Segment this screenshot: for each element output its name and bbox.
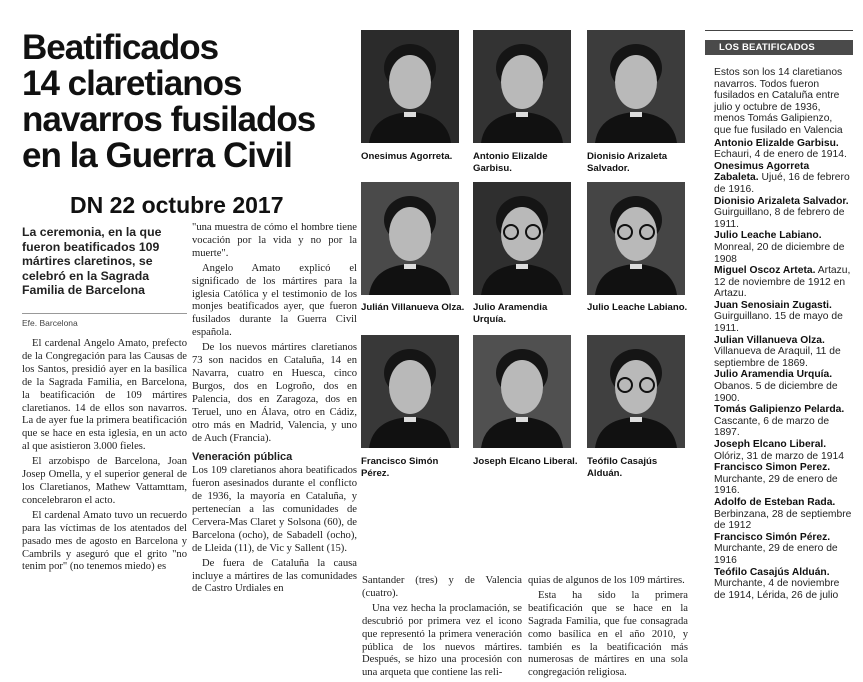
portrait-caption: Julio Aramendia Urquía. (473, 302, 548, 325)
entry-name: Francisco Simón Pérez. (714, 531, 831, 543)
portrait-caption: Joseph Elcano Liberal. (473, 456, 578, 467)
entry-name: Julio Aramendia Urquía. (714, 369, 833, 381)
entry-name: Miguel Oscoz Arteta. (714, 265, 816, 277)
paragraph: El arzobispo de Barcelona, Joan Josep Omella, y el superior general de los Claretianos, Mathew Vattamttam, concelebraron el acto. (22, 456, 187, 506)
entry-detail: Berbinzana, 28 de septiembre de 1912 (714, 508, 852, 532)
entry-name: Francisco Simon Perez. (714, 462, 831, 474)
sidebar-entry (714, 532, 852, 567)
sidebar-entry (714, 497, 852, 532)
entry-name: Julio Leache Labiano. (714, 230, 822, 242)
entry-name: Onesimus Agorreta Zabaleta. (714, 160, 810, 184)
entry-name: Adolfo de Esteban Rada. (714, 496, 836, 508)
sidebar-entries (714, 138, 852, 602)
entry-detail: Murchante, 4 de noviembre de 1914, Lérida, 26 de julio (714, 578, 840, 601)
sidebar-entry (714, 462, 852, 497)
headline (22, 30, 352, 174)
portrait-caption: Onesimus Agorreta. (361, 151, 453, 162)
sidebar-entry (714, 567, 852, 602)
entry-detail: Guirguillano, 8 de febrero de 1911. (714, 207, 845, 230)
paragraph: El cardenal Amato tuvo un recuerdo para las víctimas de los atentados del pasado mes de agosto en Barcelona y Cambrils y aseguró que el grito "no tenim por" (no tenemos miedo) es (22, 509, 187, 573)
entry-detail: Monreal, 20 de diciembre de 1908 (714, 241, 845, 265)
portrait-photo (587, 30, 685, 143)
paragraph: De fuera de Cataluña la causa incluye a mártires de las comunidades de Castro Urdiales en (192, 557, 357, 595)
paragraph: Los 109 claretianos ahora beatificados fueron asesinados durante el conflicto de 1936, la mayoría en Cataluña, y pertenecían a las comunidades de Cervera-Mas Claret y Solsona (60), de Barcelona (ocho), de Sabadell (ocho), de Lleida (11), de Vic y Sallent (15). (192, 465, 357, 554)
paragraph: Esta ha sido la primera beatificación que se hace en la Sagrada Familia, que fue consagrada como basílica en el año 2010, y también es la beatificación más numerosas de mártires en una sola congregación religiosa. (528, 589, 688, 679)
sidebar-entry (714, 335, 852, 370)
portrait-caption: Julio Leache Labiano. (587, 302, 688, 313)
paragraph: El cardenal Angelo Amato, prefecto de la Congregación para las Causas de los Santos, presidió ayer en la basílica de la Sagrada Familia, en Barcelona, la beatificación de 109 mártires claretianos. 14 de ellos son navarros. La de ayer fue la primera beatificación que se hace en esta iglesia, en un acto al que asistieron 3.000 fieles. (22, 338, 187, 453)
sidebar-entry (714, 196, 852, 231)
sidebar-list (714, 67, 852, 601)
sidebar-entry (714, 230, 852, 265)
sidebar-divider (705, 30, 853, 31)
paragraph: Angelo Amato explicó el significado de los mártires para la iglesia Católica y el testimonio de los monjes beatificados ayer, que fueron fusilados durante la Guerra Civil española. (192, 262, 357, 339)
subheading: Veneración pública (192, 451, 293, 464)
portrait-photo (361, 30, 459, 143)
portrait-grid (361, 30, 697, 575)
portrait-photo (473, 182, 571, 295)
article-column-2 (192, 222, 357, 598)
portrait-caption: Teófilo Casajús Alduán. (587, 456, 658, 479)
entry-detail: Ujué, 16 de febrero de 1916. (714, 172, 850, 195)
entry-detail: Villanueva de Araquil, 11 de septiembre de 1869. (714, 346, 841, 369)
portrait-photo (473, 30, 571, 143)
sidebar-entry (714, 404, 852, 439)
paragraph: De los nuevos mártires claretianos 73 son nacidos en Cataluña, 14 en Navarra, cuatro en Huesca, cinco Burgos, dos en Logroño, dos en Palencia, dos en Zaragoza, dos en Teruel, uno en Álava, otro en Cádiz, otro más en Madrid, Valencia, y uno de Auch (Francia). (192, 342, 357, 444)
sidebar-entry (714, 161, 852, 196)
sidebar-entry (714, 138, 852, 161)
sidebar-header: LOS BEATIFICADOS (705, 40, 853, 55)
entry-detail: Murchante, 29 de enero de 1916. (714, 473, 838, 497)
sidebar-entry (714, 300, 852, 335)
entry-name: Julian Villanueva Olza. (714, 334, 825, 346)
article-column-1 (22, 338, 187, 576)
entry-name: Teófilo Casajús Alduán. (714, 566, 830, 578)
article-column-4 (528, 575, 688, 682)
portrait-caption: Dionisio Arizaleta Salvador. (587, 151, 668, 174)
portrait-caption: Julián Villanueva Olza. (361, 302, 465, 313)
byline: Efe. Barcelona (22, 318, 78, 328)
entry-detail: Murchante, 29 de enero de 1916 (714, 543, 838, 566)
portrait-caption: Francisco Simón Pérez. (361, 456, 439, 479)
sidebar-intro: Estos son los 14 claretianos navarros. Todos fueron fusilados en Cataluña entre julio y octubre de 1936, menos Tomás Galipienzo, que fue fusilado en Valencia (714, 67, 843, 136)
portrait-photo (361, 335, 459, 448)
paragraph: Una vez hecha la proclamación, se descubrió por primera vez el icono que representó la primera veneración pública de los nuevos mártires. Después, se hizo una procesión con una arqueta que contiene las reli- (362, 602, 522, 679)
portrait-photo (587, 335, 685, 448)
portrait-photo (361, 182, 459, 295)
entry-detail: Echauri, 4 de enero de 1914. (714, 149, 847, 161)
paragraph: "una muestra de cómo el hombre tiene vocación por la vida y no por la muerte". (192, 222, 357, 259)
headline-line: 14 claretianos (22, 64, 242, 103)
entry-detail: Obanos. 5 de diciembre de 1900. (714, 381, 838, 404)
entry-detail: Olóriz, 31 de marzo de 1914 (714, 450, 844, 462)
sidebar-entry (714, 439, 852, 462)
portrait-photo (587, 182, 685, 295)
headline-line: en la Guerra Civil (22, 136, 292, 175)
byline-divider (22, 313, 187, 314)
headline-line: navarros fusilados (22, 100, 316, 139)
lede: La ceremonia, en la que fueron beatificados 109 mártires claretinos, se celebró en la Sagrada Familia de Barcelona (22, 225, 162, 298)
entry-name: Tomás Galipienzo Pelarda. (714, 404, 845, 416)
entry-detail: Cascante, 6 de marzo de 1897. (714, 415, 830, 439)
entry-name: Dionisio Arizaleta Salvador. (714, 195, 849, 207)
sidebar-entry (714, 369, 852, 404)
paragraph: Santander (tres) y de Valencia (cuatro). (362, 575, 522, 599)
sidebar-entry (714, 265, 852, 300)
portrait-photo (473, 335, 571, 448)
entry-detail: Artazu, 12 de noviembre de 1912 en Artazu. (714, 265, 851, 300)
dateline: DN 22 octubre 2017 (70, 192, 284, 218)
entry-name: Juan Senosiain Zugasti. (714, 299, 832, 311)
entry-name: Antonio Elizalde Garbisu. (714, 137, 839, 149)
headline-line: Beatificados (22, 28, 219, 67)
entry-name: Joseph Elcano Liberal. (714, 439, 827, 450)
portrait-caption: Antonio Elizalde Garbisu. (473, 151, 548, 174)
article-column-3 (362, 575, 522, 682)
paragraph: quias de algunos de los 109 mártires. (528, 575, 685, 586)
entry-detail: Guirguillano. 15 de mayo de 1911. (714, 311, 843, 335)
